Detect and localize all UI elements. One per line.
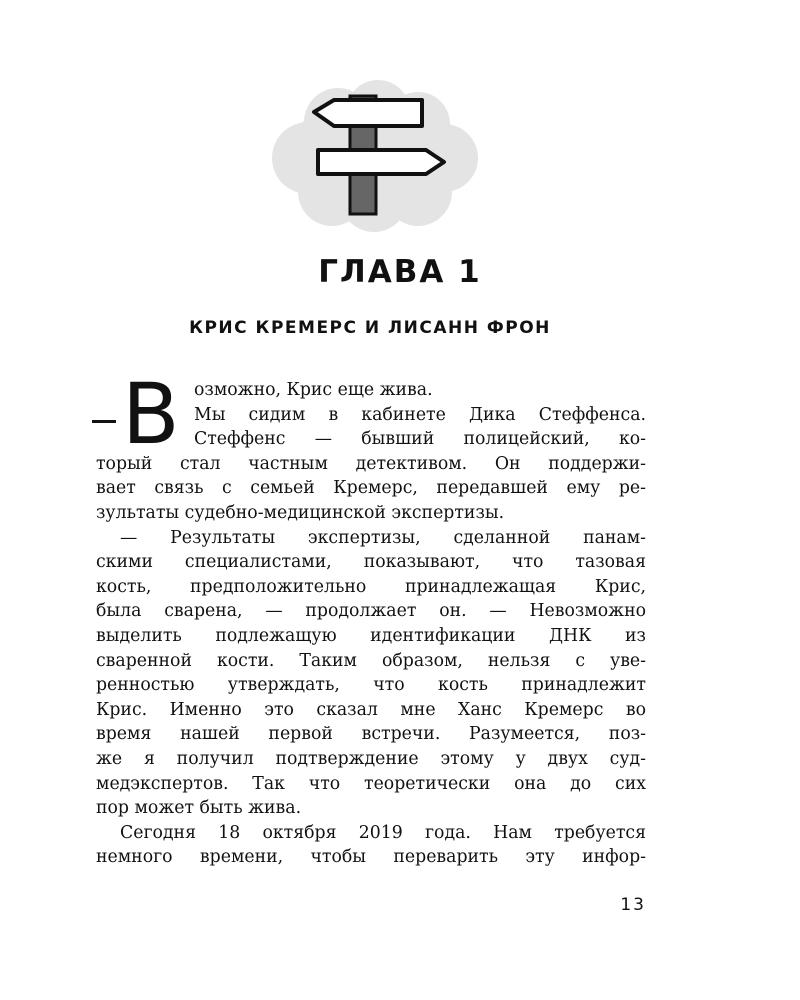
text-line: пор может быть жива. bbox=[96, 798, 302, 819]
chapter-subtitle: КРИС КРЕМЕРС И ЛИСАНН ФРОН bbox=[189, 318, 551, 338]
page-number: 13 bbox=[620, 895, 646, 915]
text-line: же я получил подтверждение этому у двух суд- bbox=[96, 748, 646, 769]
text-line: медэкспертов. Так что теоретически она до сих bbox=[96, 773, 646, 794]
text-line: вает связь с семьей Кремерс, передавшей ему ре- bbox=[96, 478, 646, 499]
text-line: немного времени, чтобы переварить эту инфор- bbox=[96, 847, 646, 868]
dropcap-letter: В bbox=[122, 365, 180, 463]
text-line: сваренной кости. Таким образом, нельзя с уве- bbox=[96, 650, 646, 671]
chapter-title: ГЛАВА 1 bbox=[318, 254, 482, 290]
dropcap-dash bbox=[92, 420, 116, 423]
text-line: ренностью утверждать, что кость принадлежит bbox=[96, 675, 646, 696]
text-line: Стеффенс — бывший полицейский, ко- bbox=[194, 429, 646, 450]
text-line: — Результаты экспертизы, сделанной панам- bbox=[120, 527, 646, 548]
chapter-body bbox=[96, 365, 646, 870]
text-line: время нашей первой встречи. Разумеется, поз- bbox=[96, 724, 646, 745]
text-line: кость, предположительно принадлежащая Крис, bbox=[96, 576, 646, 597]
text-line: Крис. Именно это сказал мне Ханс Кремерс во bbox=[96, 699, 646, 720]
text-line: торый стал частным детективом. Он поддержи- bbox=[96, 453, 646, 474]
text-line: Мы сидим в кабинете Дика Стеффенса. bbox=[194, 404, 646, 425]
text-line: выделить подлежащую идентификации ДНК из bbox=[96, 625, 646, 646]
signpost-icon bbox=[268, 80, 480, 232]
text-line: была сварена, — продолжает он. — Невозможно bbox=[96, 601, 646, 622]
text-line: Сегодня 18 октября 2019 года. Нам требуется bbox=[120, 822, 646, 843]
text-line: зультаты судебно-медицинской экспертизы. bbox=[96, 502, 505, 523]
text-line: озможно, Крис еще жива. bbox=[194, 380, 433, 400]
text-line: скими специалистами, показывают, что тазовая bbox=[96, 552, 646, 573]
